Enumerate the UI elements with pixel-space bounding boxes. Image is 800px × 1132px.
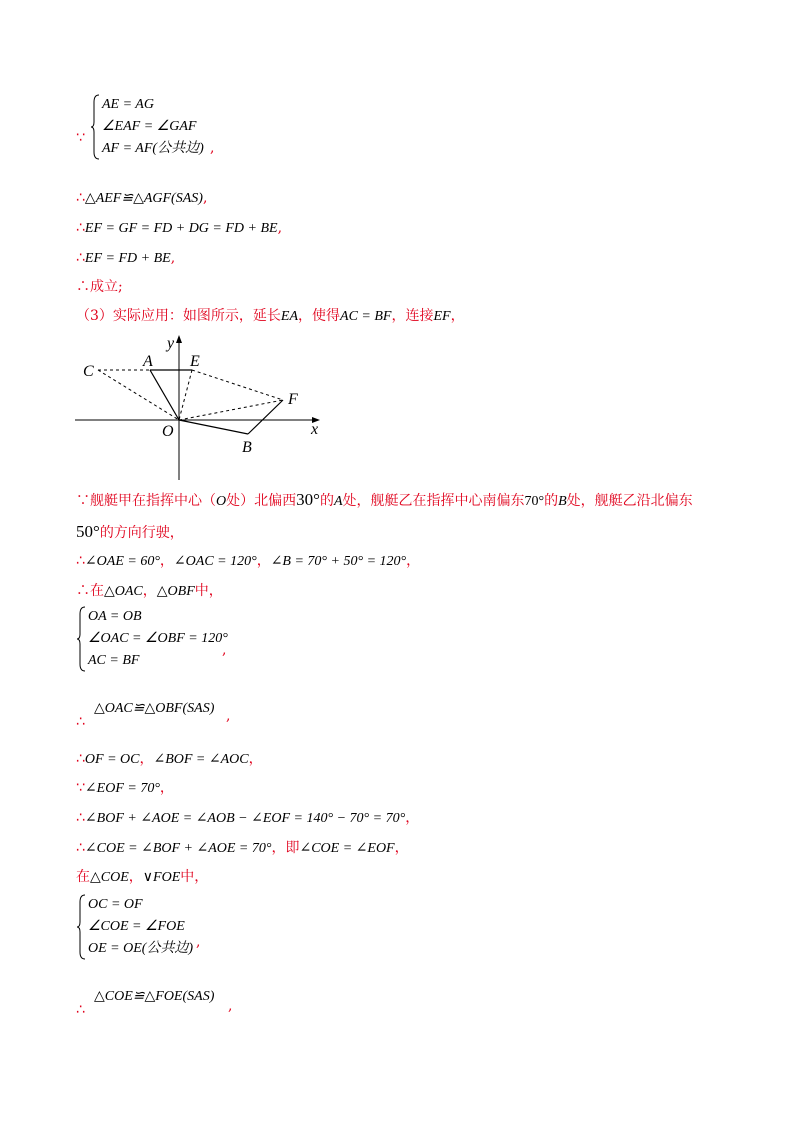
line-ship-1: ∵舰艇甲在指挥中心（O处）北偏西30°的A处，舰艇乙在指挥中心南偏东70°的B处，舰艇乙沿北偏东 (76, 490, 693, 509)
line-sas-1: ∴△AEF≌△AGF(SAS), (76, 190, 208, 206)
line-of-oc: ∴OF = OC，∠BOF = ∠AOC， (76, 751, 263, 767)
label-x: x (311, 421, 319, 438)
line-in-triangles-1: ∴在△OAC，△OBF中， (76, 583, 223, 599)
line-application: （3）实际应用：如图所示，延长EA，使得AC = BF，连接EF， (76, 308, 465, 324)
line-angle-sum: ∴∠BOF + ∠AOE = ∠AOB − ∠EOF = 140° − 70° = 70°， (76, 810, 420, 826)
because-symbol: ∵ (76, 130, 85, 146)
label-B: B (242, 439, 252, 456)
brace-row: AE = AG (102, 97, 154, 112)
geometry-figure (70, 330, 340, 482)
brace-row: ∠OAC = ∠OBF = 120° (88, 631, 228, 646)
line-sas-2: △OAC≌△OBF(SAS) (94, 701, 215, 716)
line-holds: ∴成立; (76, 279, 123, 295)
line-angles: ∴∠OAE = 60°，∠OAC = 120°，∠B = 70° + 50° = 120°， (76, 553, 421, 569)
line-sas-3: △COE≌△FOE(SAS) (94, 989, 215, 1004)
left-brace-icon (90, 94, 100, 160)
brace-row: OA = OB (88, 609, 142, 624)
label-E: E (190, 353, 200, 370)
line-eof: ∵∠EOF = 70°， (76, 780, 174, 796)
label-C: C (83, 363, 94, 380)
y-axis-arrow-icon (176, 335, 182, 343)
comma: , (226, 708, 231, 724)
comma: , (222, 642, 227, 658)
left-brace-icon (76, 894, 86, 960)
brace-row: OC = OF (88, 897, 143, 912)
left-brace-icon (76, 606, 86, 672)
comma: , (210, 140, 215, 156)
label-F: F (288, 391, 298, 408)
brace-row: AF = AF(公共边) (102, 141, 204, 156)
label-A: A (143, 353, 153, 370)
brace-row: OE = OE(公共边) (88, 941, 194, 956)
line-ef-1: ∴EF = GF = FD + DG = FD + BE, (76, 220, 283, 236)
comma: , (196, 934, 201, 950)
line-in-triangles-2: 在△COE，∨FOE中， (76, 869, 209, 885)
line-ship-2: 50°的方向行驶， (76, 522, 184, 541)
label-y: y (167, 335, 175, 352)
brace-row: ∠EAF = ∠GAF (102, 119, 197, 134)
brace-row: ∠COE = ∠FOE (88, 919, 185, 934)
comma: , (228, 998, 233, 1014)
line-coe: ∴∠COE = ∠BOF + ∠AOE = 70°，即∠COE = ∠EOF， (76, 840, 409, 856)
label-O: O (162, 423, 174, 440)
therefore-symbol: ∴ (76, 714, 85, 730)
line-ef-2: ∴EF = FD + BE, (76, 250, 176, 266)
brace-row: AC = BF (88, 653, 140, 668)
therefore-symbol: ∴ (76, 1002, 85, 1018)
